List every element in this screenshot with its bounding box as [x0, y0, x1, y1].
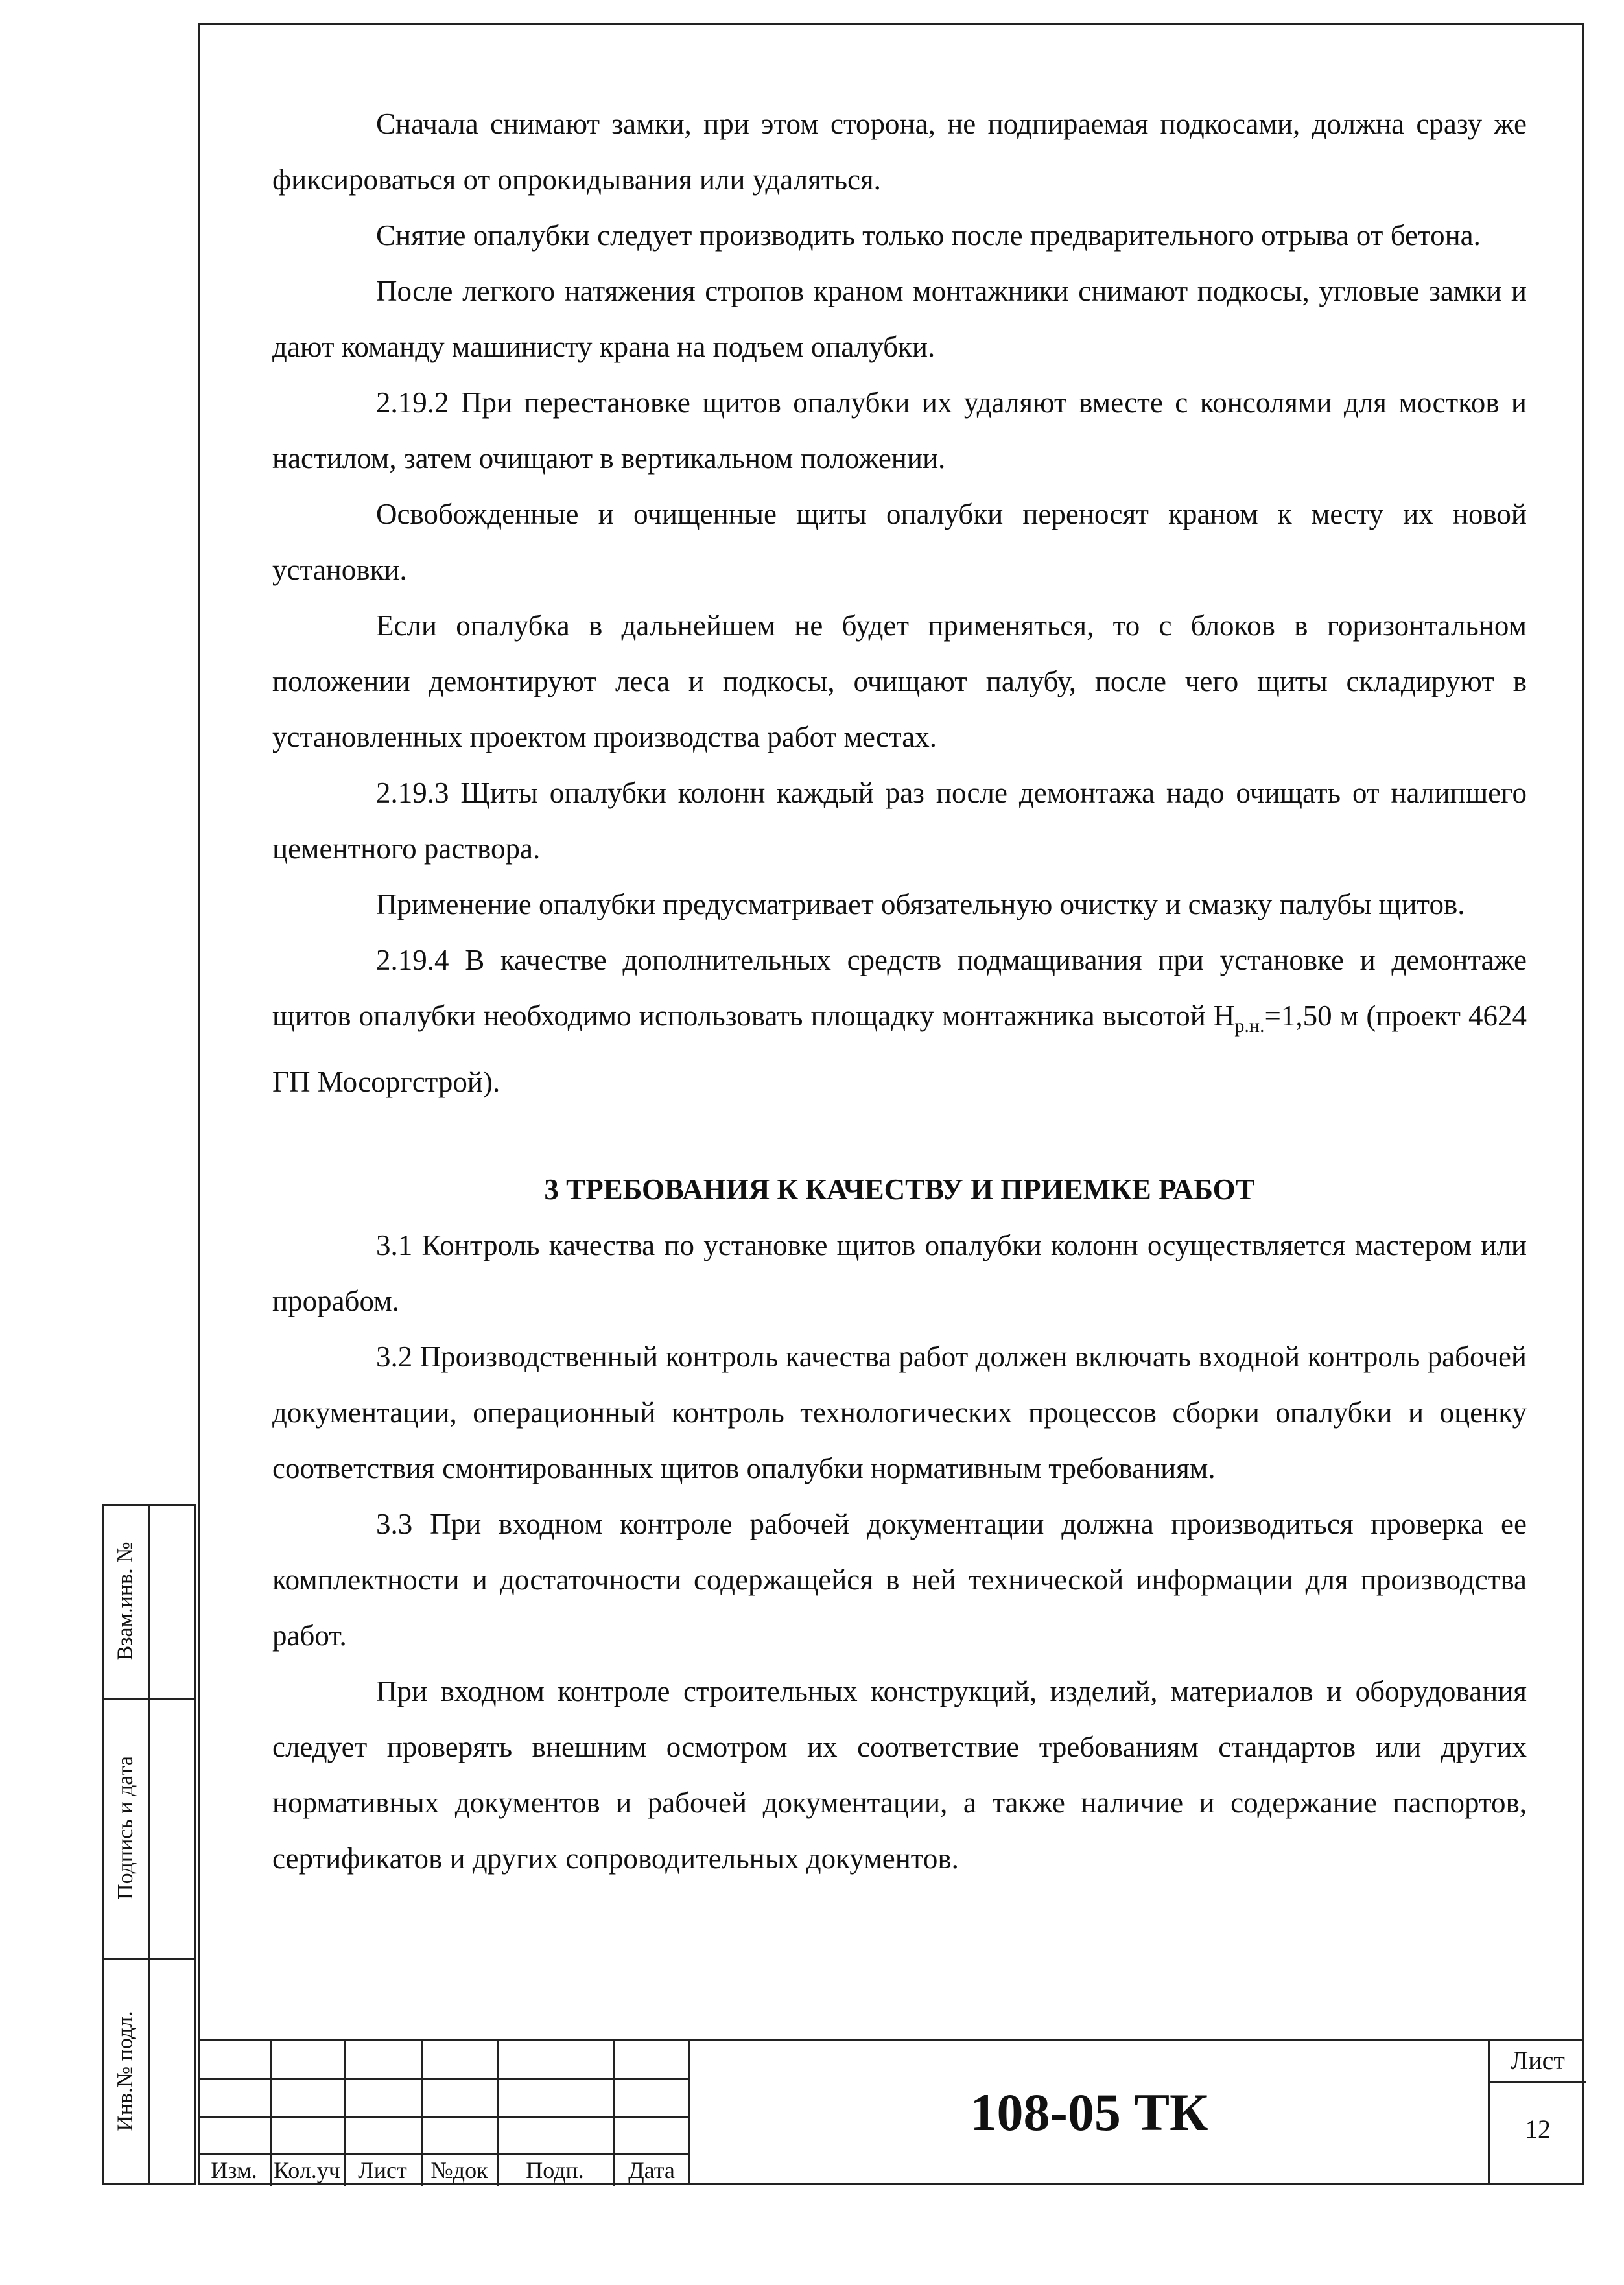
paragraph: Освобожденные и очищенные щиты опалубки переносят краном к месту их новой установки. [272, 498, 1527, 586]
header-kol-uch: Кол.уч [274, 2157, 340, 2183]
document-code: 108-05 ТК [690, 2039, 1488, 2185]
paragraph-2194-tail: =1,50 м (проект 4624 ГП Мосоргстрой). [272, 1000, 1527, 1098]
header-podp: Подп. [526, 2157, 584, 2183]
header-ndok: №док [430, 2157, 488, 2183]
header-izm: Изм. [211, 2157, 257, 2183]
side-stamp-vzam: Взам.инв. № [113, 1541, 138, 1661]
paragraph: Сначала снимают замки, при этом сторона, не подпираемая подкосами, должна сразу же фиксироваться от опрокидывания или удаляться. [272, 108, 1527, 196]
header-list: Лист [358, 2157, 407, 2183]
sheet-label: Лист [1490, 2041, 1586, 2083]
paragraph: 3.3 При входном контроле рабочей документации должна производиться проверка ее комплектности и достаточности содержащейся в ней технической информации для производства работ. [272, 1508, 1527, 1652]
sheet-number: 12 [1525, 2115, 1551, 2144]
paragraph: 2.19.2 При перестановке щитов опалубки их удаляют вместе с консолями для мостков и настилом, затем очищают в вертикальном положении. [272, 386, 1527, 475]
height-subscript: р.н. [1234, 1015, 1265, 1037]
section-title: 3 ТРЕБОВАНИЯ К КАЧЕСТВУ И ПРИЕМКЕ РАБОТ [544, 1173, 1255, 1206]
paragraph-2194 [272, 932, 1527, 1110]
side-stamp-podpis: Подпись и дата [113, 1756, 137, 1900]
sheet-box [1488, 2039, 1584, 2185]
side-stamp [102, 1504, 196, 2185]
paragraph: Если опалубка в дальнейшем не будет применяться, то с блоков в горизонтальном положении демонтируют леса и подкосы, очищают палубу, после чего щиты складируют в установленных проектом производства работ местах. [272, 609, 1527, 753]
paragraph: 3.2 Производственный контроль качества работ должен включать входной контроль рабочей документации, операционный контроль технологических процессов сборки опалубки и оценку соответствия смонтированных щитов опалубки нормативным требованиям. [272, 1341, 1527, 1484]
paragraph: 3.1 Контроль качества по установке щитов опалубки колонн осуществляется мастером или прорабом. [272, 1229, 1527, 1317]
document-body [272, 96, 1527, 1886]
paragraph: При входном контроле строительных конструкций, изделий, материалов и оборудования следует проверять внешним осмотром их соответствие требованиям стандартов или других нормативных документов и рабочей документации, а также наличие и содержание паспортов, сертификатов и других сопроводительных документов. [272, 1675, 1527, 1875]
side-stamp-inv: Инв.№ подл. [113, 2011, 138, 2131]
title-block [198, 2039, 1584, 2185]
paragraph: После легкого натяжения стропов краном монтажники снимают подкосы, угловые замки и дают команду машинисту крана на подъем опалубки. [272, 275, 1527, 363]
revision-grid [198, 2039, 690, 2185]
paragraph: Применение опалубки предусматривает обязательную очистку и смазку палубы щитов. [376, 888, 1465, 920]
header-data: Дата [628, 2157, 675, 2183]
paragraph: 2.19.3 Щиты опалубки колонн каждый раз после демонтажа надо очищать от налипшего цементного раствора. [272, 777, 1527, 865]
paragraph-2194-text: 2.19.4 В качестве дополнительных средств подмащивания при установке и демонтаже щитов опалубки необходимо использовать площадку монтажника высотой H [272, 944, 1527, 1032]
paragraph: Снятие опалубки следует производить только после предварительного отрыва от бетона. [376, 219, 1481, 252]
